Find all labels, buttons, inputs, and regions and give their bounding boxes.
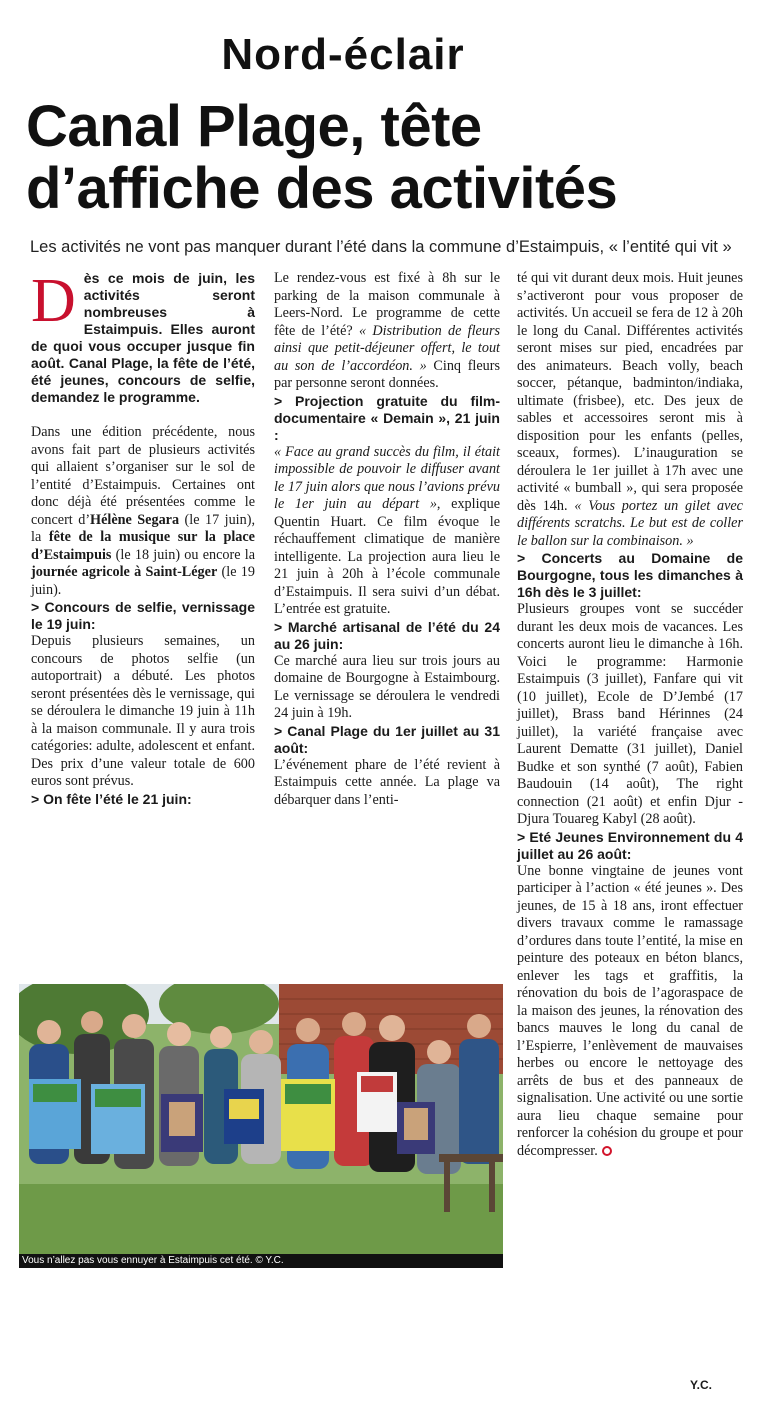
end-mark-icon: [602, 1146, 612, 1156]
article-column-2: [274, 270, 500, 809]
intro-text: Dans une édition précédente, nous avons fait part de plusieurs activités qui allaient s’organiser sur le sol de l’entité d’Estaimpuis. Certaines ont donc déjà été présentées comme le concert d’: [31, 424, 255, 528]
masthead: Nord-éclair: [221, 30, 465, 79]
group-photo-illustration: [19, 984, 503, 1254]
paragraph-concerts: Plusieurs groupes vont se succéder durant les deux mois de vacances. Les concerts auront lieu le dimanche à 16h. Voici le programme: Harmonie Estaimpuis (3 juillet), Fanfare qui vit (10 juillet), Ecole de D’Jembé (17 juillet), Brass band Hérinnes (24 juillet), la variété française avec Laurent Dematte (31 juillet), Daniel Budke et son synthé (7 août), Fabien Baudouin (14 août), The right connection (21 août) et enfin Djur - Djura Touareg Kabyl (28 août).: [517, 601, 743, 827]
subheading-selfie: > Concours de selfie, vernissage le 19 juin:: [31, 599, 255, 632]
subheading-projection: > Projection gratuite du film-documentaire « Demain », 21 juin :: [274, 392, 500, 443]
text: Une bonne vingtaine de jeunes vont participer à l’action « été jeunes ». Des jeunes, de 15 à 18 ans, iront effectuer divers travaux comme le ramassage d’ordures dans toute l’entité, la mise en peinture des poteaux en béton blancs, enlever les tags et graffitis, la rénovation du bois de l’agoraspace de la maison des jeunes, la rénovation des bancs mauves le long du canal de l’Espierre, l’enlèvement de mauvaises herbes ou encore le nettoyage des arrêts de bus et des panneaux de signalisation. Une activité ou une sortie aura lieu chaque semaine pour renforcer la cohésion du groupe et pour décompresser.: [517, 862, 743, 1159]
text: Le rendez-vous est fixé à 8h sur le parking de la maison communale à Leers-Nord. Le programme de cette fête de l’été?: [274, 270, 500, 339]
intro-paragraph: [31, 424, 255, 599]
dropcap: D: [31, 267, 76, 335]
subheading-fete-ete: > On fête l’été le 21 juin:: [31, 790, 192, 807]
subheading-marche: > Marché artisanal de l’été du 24 au 26 juin:: [274, 618, 500, 652]
text: , explique Quentin Huart. Ce film évoque le réchauffement climatique de manière intelligente. La projection aura lieu le 21 juin à 20h à l’école communale d’Estaimpuis. Il sera suivi d’un débat. L’entrée est gratuite.: [274, 496, 500, 617]
quote-text: « Distribution de fleurs ainsi que petit-déjeuner offert, le tout au son de l’accordéon. »: [274, 322, 500, 374]
intro-bold-fete-musique: fête de la musique sur la place d’Estaimpuis: [31, 529, 255, 563]
subheading-concerts: > Concerts au Domaine de Bourgogne, tous les dimanches à 16h dès le 3 juillet:: [517, 550, 743, 600]
text: té qui vit durant deux mois. Huit jeunes s’activeront pour vous proposer de activités. Un accueil se fera de 12 à 20h le long du Canal. Différentes activités seront mises sur pied, encadrées par des animateurs. Beach volly, beach soccer, pétanque, badminton/indiaka, ultimate (frisbee), etc. Des jeux de sables et accessoires seront mis à disposition pour les enfants (pelles, sceaux, formes). L’inauguration se déroulera le 1er juillet à 17h avec une activité « bumball », qui sera proposée dès 14h.: [517, 270, 743, 514]
intro-bold-segara: Hélène Segara: [90, 511, 180, 528]
paragraph-fete-ete: [274, 270, 500, 393]
group-photo: [19, 984, 503, 1254]
intro-text: (le 18 juin) ou encore la: [111, 546, 255, 563]
paragraph-projection: [274, 444, 500, 619]
quote-text: « Face au grand succès du film, il était impossible de pouvoir le diffuser avant le 17 juin alors que nous l’avions prévu le 1er juin au départ »: [274, 443, 500, 512]
paragraph-canal-plage: L’événement phare de l’été revient à Estaimpuis cette année. La plage va débarquer dans l’enti-: [274, 756, 500, 808]
lead-text: ès ce mois de juin, les activités seront nombreuses à Estaimpuis. Elles auront de quoi vous occuper jusque fin août. Canal Plage, la fête de l’été, été jeunes, concours de selfie, demandez le programme.: [31, 270, 255, 405]
paragraph-marche: Ce marché aura lieu sur trois jours au domaine de Bourgogne à Estaimbourg. Le vernissage se déroulera le vendredi 24 juin à 19h.: [274, 652, 500, 721]
subheading-ete-jeunes: > Eté Jeunes Environnement du 4 juillet au 26 août:: [517, 828, 743, 862]
paragraph-canal-plage-cont: [517, 270, 743, 550]
headline-line-1: Canal Plage, tête: [26, 94, 482, 159]
paragraph-selfie: Depuis plusieurs semaines, un concours de photos selfie (un autoportrait) a débuté. Les photos seront présentées dès le vernissage, qui se déroulera le dimanche 19 juin à 11h à la maison communale. Il y aura trois catégories: adulte, adolescent et enfant. Des prix d’une valeur totale de 600 euros sont prévus.: [31, 633, 255, 789]
photo-caption: Vous n’allez pas vous ennuyer à Estaimpuis cet été. © Y.C.: [19, 1254, 503, 1268]
intro-text: (le 17 juin), la: [31, 511, 255, 545]
standfirst: Les activités ne vont pas manquer durant l’été dans la commune d’Estaimpuis, « l’entité qui vit »: [30, 238, 732, 256]
text: Cinq fleurs par personne seront données.: [274, 357, 500, 391]
quote-text: « Vous portez un gilet avec différents scratchs. Le but est de coller le ballon sur la combinaison. »: [517, 497, 743, 549]
headline-line-2: d’affiche des activités: [26, 156, 618, 221]
intro-text: (le 19 juin).: [31, 564, 255, 598]
article-column-1: [31, 267, 255, 808]
headline: [26, 96, 766, 220]
paragraph-ete-jeunes: [517, 863, 743, 1161]
lead-paragraph: [31, 267, 255, 406]
author-signature: Y.C.: [690, 1378, 713, 1392]
intro-bold-journee-agricole: journée agricole à Saint-Léger: [31, 564, 218, 580]
subheading-canal-plage: > Canal Plage du 1er juillet au 31 août:: [274, 722, 500, 756]
article-column-3: [517, 270, 743, 1160]
